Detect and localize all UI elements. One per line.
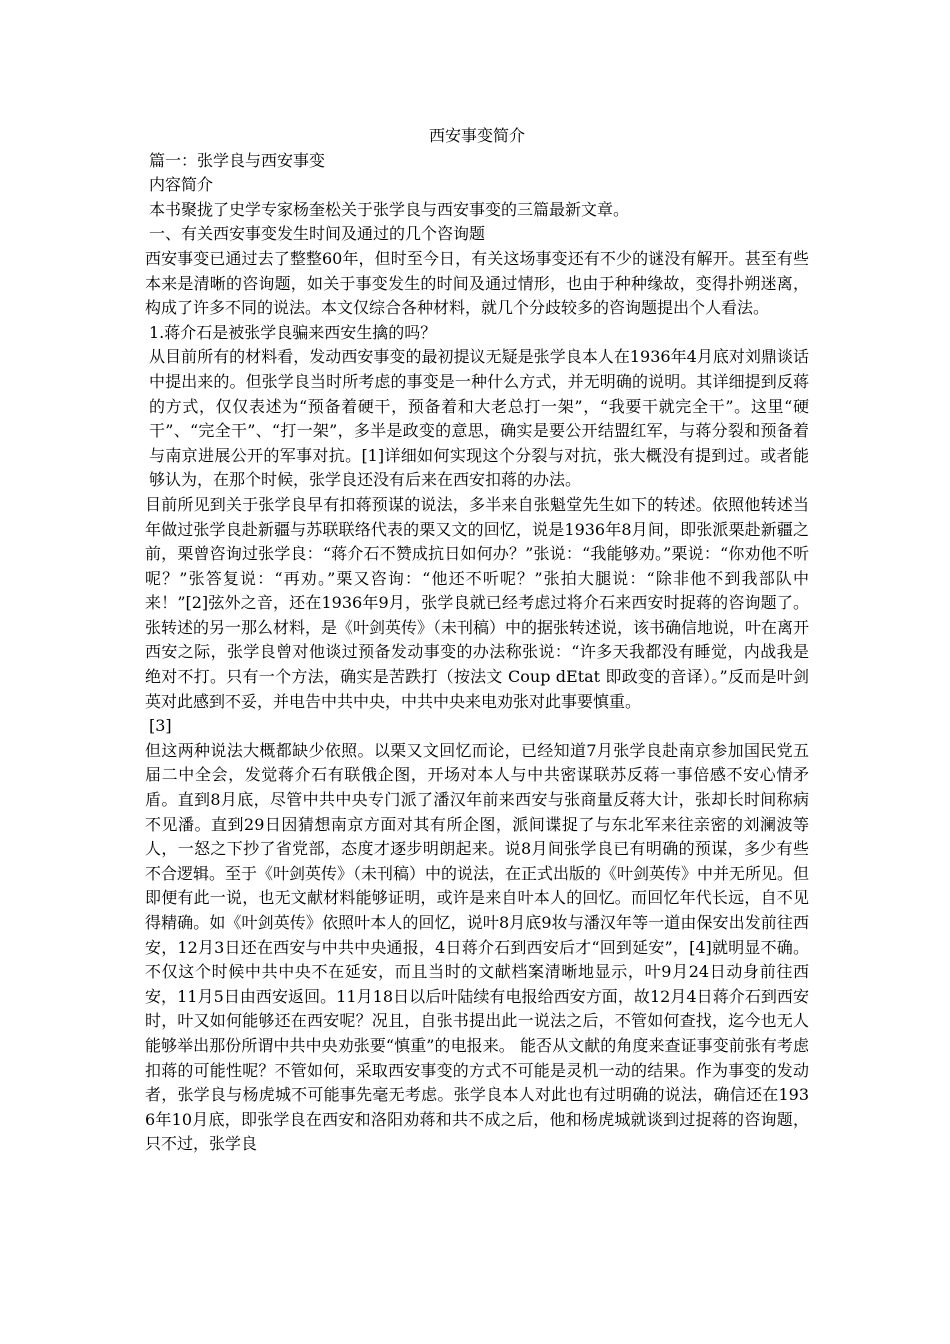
document-title: 西安事变简介 (428, 126, 525, 145)
subsection-heading: 内容简介 (149, 175, 214, 195)
document-page (145, 124, 809, 1157)
body-paragraph: 从目前所有的材料看，发动西安事变的最初提议无疑是张学良本人在1936年4月底对刘鼎谈话中提出来的。但张学良当时所考虑的事变是一种什么方式，并无明确的说明。其详细提到反蒋的方式，仅仅表述为“预备着硬干，预备着和大老总打一架”，“我要干就完全干”。这里“硬干”、“完全干”、“打一架”，多半是政变的意思，确实是要公开结盟红军，与蒋分裂和预备着与南京进展公开的军事对抗。[1]详细如何实现这个分裂与对抗，张大概没有提到过。或者能够认为，在那个时候，张学良还没有后来在西安扣蒋的办法。 (149, 347, 809, 490)
body-paragraph: 但这两种说法大概都缺少依照。以栗又文回忆而论，已经知道7月张学良赴南京参加国民党五届二中全会，发觉蒋介石有联俄企图，开场对本人与中共密谋联苏反蒋一事倍感不安心情矛盾。直到8月底，尽管中共中央专门派了潘汉年前来西安与张商量反蒋大计，张却长时间称病不见潘。直到29日因猜想南京方面对其有所企图，派间谍捉了与东北军来往亲密的刘澜波等人，一怒之下抄了省党部，态度才逐步明朗起来。说8月间张学良已有明确的预谋，多少有些不合逻辑。至于《叶剑英传》（未刊稿）中的说法，在正式出版的《叶剑英传》中并无所见。但即便有此一说，也无文献材料能够证明，或许是来自叶本人的回忆。而回忆年代长远，自不见得精确。如《叶剑英传》依照叶本人的回忆，说叶8月底9妆与潘汉年等一道由保安出发前往西安，12月3日还在西安与中共中央通报，4日蒋介石到西安后才“回到延安”，[4]就明显不确。不仅这个时候中共中央不在延安，而且当时的文献档案清晰地显示，叶9月24日动身前往西安，11月5日由西安返回。11月18日以后叶陆续有电报给西安方面，故12月4日蒋介石到西安时，叶又如何能够还在西安呢？况且，自张书提出此一说法之后，不管如何查找，迄今也无人能够举出那份所谓中共中央劝张要“慎重”的电报来。 能否从文献的角度来查证事变前张有考虑扣蒋的可能性呢？不管如何，采取西安事变的方式不可能是灵机一动的结果。作为事变的发动者，张学良与杨虎城不可能事先毫无考虑。张学良本人对此也有过明确的说法，确信还在1936年10月底，即张学良在西安和洛阳劝蒋和共不成之后，他和杨虎城就谈到过捉蒋的咨询题，只不过，张学良 (145, 740, 810, 1154)
section-heading: 篇一：张学良与西安事变 (149, 150, 326, 170)
footnote-ref: [3] (149, 716, 172, 736)
question-heading: 1.蒋介石是被张学良骗来西安生擒的吗？ (149, 322, 437, 342)
body-paragraph: 目前所见到关于张学良早有扣蒋预谋的说法，多半来自张魁堂先生如下的转述。依照他转述当年做过张学良赴新疆与苏联联络代表的栗又文的回忆，说是1936年8月间，即张派栗赴新疆之前，栗曾咨询过张学良：“蒋介石不赞成抗日如何办？”张说：“我能够劝。”栗说：“你劝他不听呢？”张答复说：“再劝。”栗又咨询：“他还不听呢？”张拍大腿说：“除非他不到我部队中来！”[2]弦外之音，还在1936年9月，张学良就已经考虑过将介石来西安时捉蒋的咨询题了。张转述的另一那么材料，是《叶剑英传》（未刊稿）中的据张转述说，该书确信地说，叶在离开西安之际，张学良曾对他谈过预备发动事变的办法称张说：“许多天我都没有睡觉，内战我是绝对不打。只有一个方法，确实是苦跌打（按法文 Coup dEtat 即政变的音译）。”反而是叶剑英对此感到不妥，并电告中共中央，中共中央来电劝张对此事要慎重。 (145, 494, 810, 711)
body-paragraph: 西安事变已通过去了整整60年，但时至今日，有关这场事变还有不少的谜没有解开。甚至有些本来是清晰的咨询题，如关于事变发生的时间及通过情形，也由于种种缘故，变得扑朔迷离，构成了许多不同的说法。本文仅综合各种材料，就几个分歧较多的咨询题提出个人看法。 (145, 248, 809, 318)
chapter-heading: 一、有关西安事变发生时间及通过的几个咨询题 (149, 224, 486, 244)
intro-paragraph: 本书聚拢了史学专家杨奎松关于张学良与西安事变的三篇最新文章。 (149, 199, 630, 219)
